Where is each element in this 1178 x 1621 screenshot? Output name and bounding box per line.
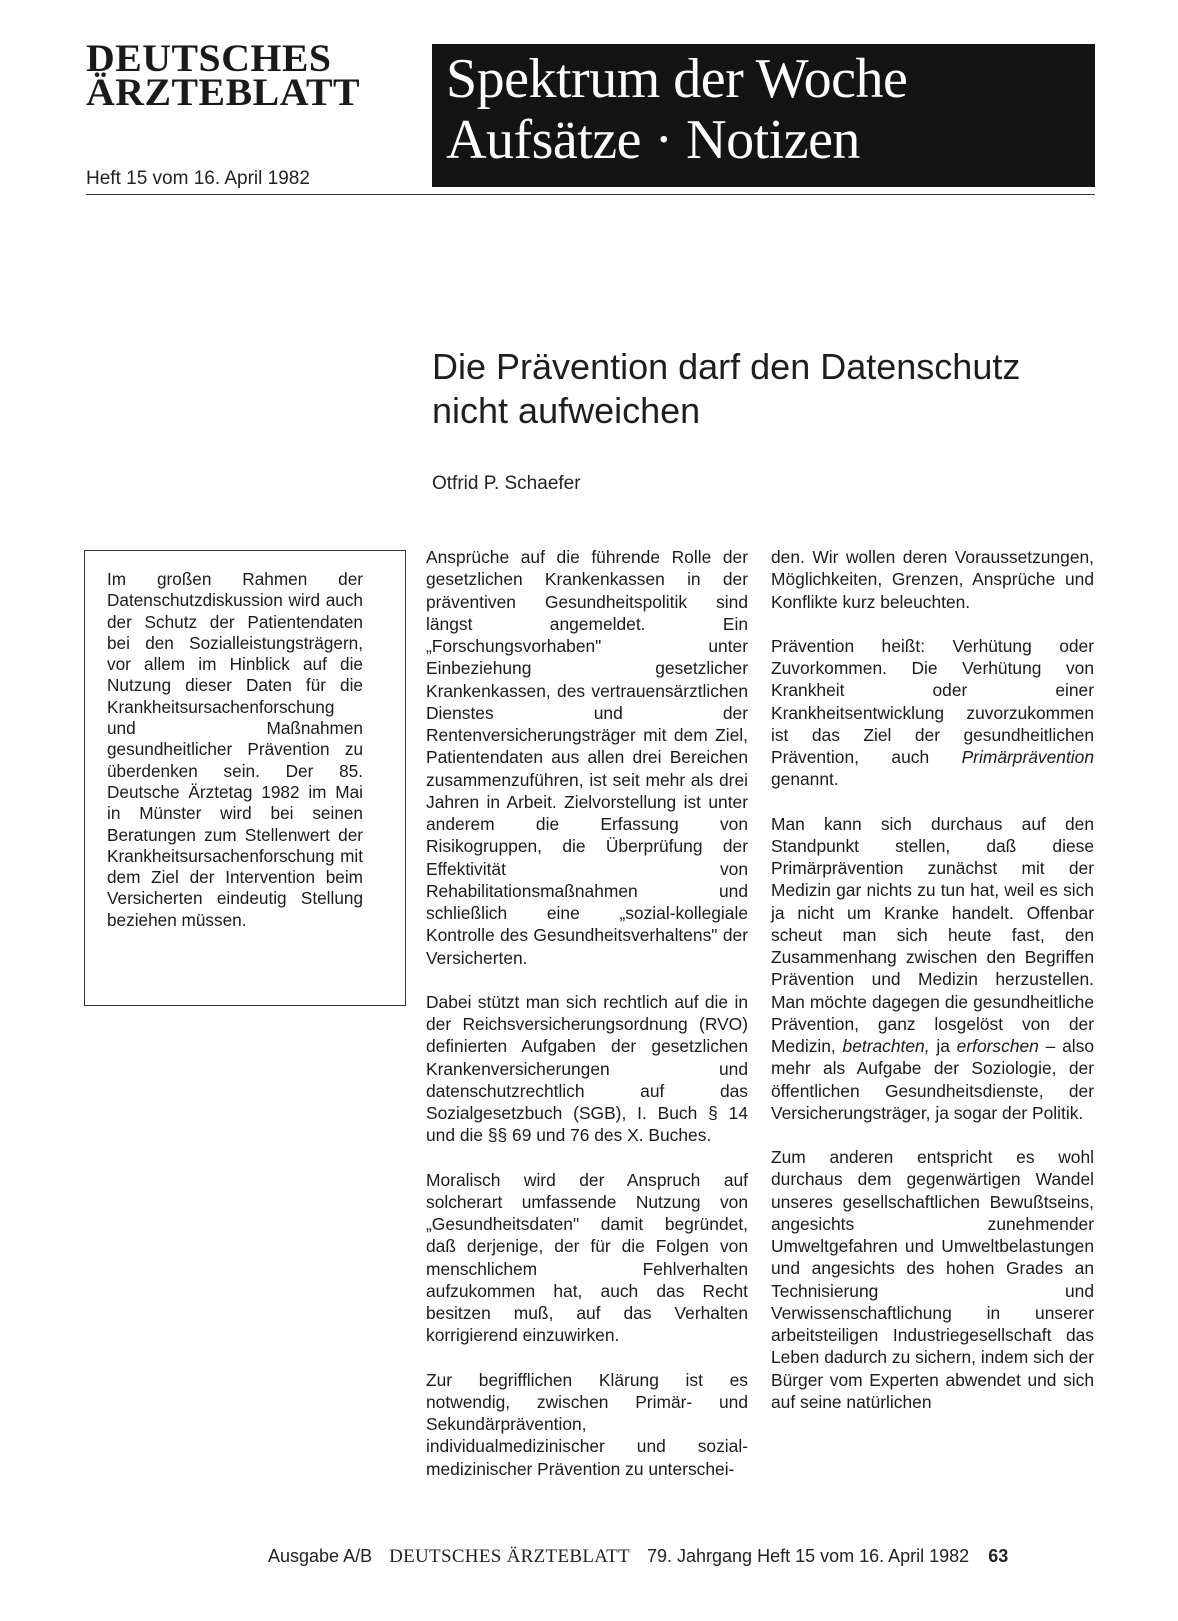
banner-line-2: Aufsätze · Notizen xyxy=(446,109,860,171)
footer-edition: Ausgabe A/B xyxy=(268,1546,373,1566)
body-column-2 xyxy=(771,546,1094,1435)
body-column-1 xyxy=(426,546,748,1502)
paragraph: Zur begrifflichen Klärung ist es notwendig, zwischen Primär- und Sekundärprävention, individualmedizinischer und sozial-medizinischer Prävention zu unterschei- xyxy=(426,1369,748,1479)
paragraph xyxy=(771,813,1094,1125)
footer-issue: 79. Jahrgang Heft 15 vom 16. April 1982 xyxy=(646,1546,970,1566)
paragraph: den. Wir wollen deren Voraussetzungen, Möglichkeiten, Grenzen, Ansprüche und Konflikte kurz beleuchten. xyxy=(771,547,1094,612)
masthead-line-2: ÄRZTEBLATT xyxy=(86,71,361,114)
page-number: 63 xyxy=(988,1546,1009,1566)
article-title: Die Prävention darf den Datenschutz nicht aufweichen xyxy=(432,346,1021,431)
text-run: Prävention heißt: Verhütung oder Zuvorkommen. Die Verhütung von Krankheit oder einer Krankheitsentwicklung zuvorzukommen ist das Ziel der gesundheitlichen Prävention, auch xyxy=(771,635,1094,767)
section-banner xyxy=(432,44,1095,187)
text-run: genannt. xyxy=(771,769,839,790)
header-rule xyxy=(86,194,1095,195)
article-author: Otfrid P. Schaefer xyxy=(432,473,581,494)
text-run: ja xyxy=(929,1036,957,1056)
paragraph: Moralisch wird der Anspruch auf solcherart umfassende Nutzung von „Gesundheitsdaten" damit begründet, daß derjenige, der für die Folgen von menschlichem Fehlverhalten aufzukommen hat, auch das Recht besitzen muß, auf das Verhalten korrigierend einzuwirken. xyxy=(426,1169,748,1346)
banner-line-1: Spektrum der Woche xyxy=(446,48,908,110)
footer-magazine: DEUTSCHES ÄRZTEBLATT xyxy=(389,1546,630,1567)
masthead-logo xyxy=(86,37,416,114)
emphasis: Primärprävention xyxy=(961,747,1094,767)
paragraph: Dabei stützt man sich rechtlich auf die in der Reichsversicherungsordnung (RVO) definierten Aufgaben der gesetzlichen Krankenversicherungen und datenschutzrechtlich auf das Sozialgesetzbuch (SGB), I. Buch § 14 und die §§ 69 und 76 des X. Buches. xyxy=(426,991,748,1146)
text-run: – also mehr als Aufgabe der Soziologie, der öffentlichen Gesundheitsdienste, der Versicherungsträger, ja sogar der Politik. xyxy=(771,1036,1094,1123)
paragraph: Zum anderen entspricht es wohl durchaus dem gegenwärtigen Wandel unseres gesellschaftlichen Bewußtseins, angesichts zunehmender Umweltgefahren und Umweltbelastungen und angesichts des hohen Grades an Technisierung und Verwissenschaftlichung in unserer arbeitsteiligen Industriegesellschaft das Leben dadurch zu sichern, indem sich der Bürger vom Experten abwendet und sich auf seine natürlichen xyxy=(771,1147,1094,1412)
paragraph xyxy=(771,635,1094,791)
issue-line: Heft 15 vom 16. April 1982 xyxy=(86,168,310,189)
abstract-text: Im großen Rahmen der Datenschutzdiskussion wird auch der Schutz der Patientendaten bei den Sozialleistungsträgern, vor allem im Hinblick auf die Nutzung dieser Daten für die Krankheitsursachenforschung und Maßnahmen gesundheitlicher Prävention zu überdenken sein. Der 85. Deutsche Ärztetag 1982 im Mai in Münster wird bei seinen Beratungen zum Stellenwert der Krankheitsursachenforschung mit dem Ziel der Intervention beim Versicherten eindeutig Stellung beziehen müssen. xyxy=(107,569,363,930)
text-run: Man kann sich durchaus auf den Standpunkt stellen, daß diese Primärprävention zunächst mit der Medizin gar nichts zu tun hat, weil es sich ja nicht um Kranke handelt. Offenbar scheut man sich heute fast, den Zusammenhang zwischen den Begriffen Prävention und Medizin herzustellen. Man möchte dagegen die gesundheitliche Prävention, ganz losgelöst von der Medizin, xyxy=(771,813,1094,1056)
masthead-line-1: DEUTSCHES xyxy=(86,37,332,80)
emphasis: betrachten, xyxy=(842,1036,930,1056)
abstract-box xyxy=(84,550,406,1006)
emphasis: erforschen xyxy=(956,1036,1039,1056)
paragraph: Ansprüche auf die führende Rolle der gesetzlichen Krankenkassen in der präventiven Gesundheitspolitik sind längst angemeldet. Ein „Forschungsvorhaben" unter Einbeziehung gesetzlicher Krankenkassen, des vertrauensärztlichen Dienstes und der Rentenversicherungsträger mit dem Ziel, Patientendaten aus allen drei Bereichen zusammenzuführen, ist seit mehr als drei Jahren in Arbeit. Zielvorstellung ist unter anderem die Erfassung von Risikogruppen, die Überprüfung der Effektivität von Rehabilitationsmaßnahmen und schließlich eine „sozial-kollegiale Kontrolle des Gesundheitsverhaltens" der Versicherten. xyxy=(426,547,748,968)
page-footer xyxy=(268,1546,1008,1568)
